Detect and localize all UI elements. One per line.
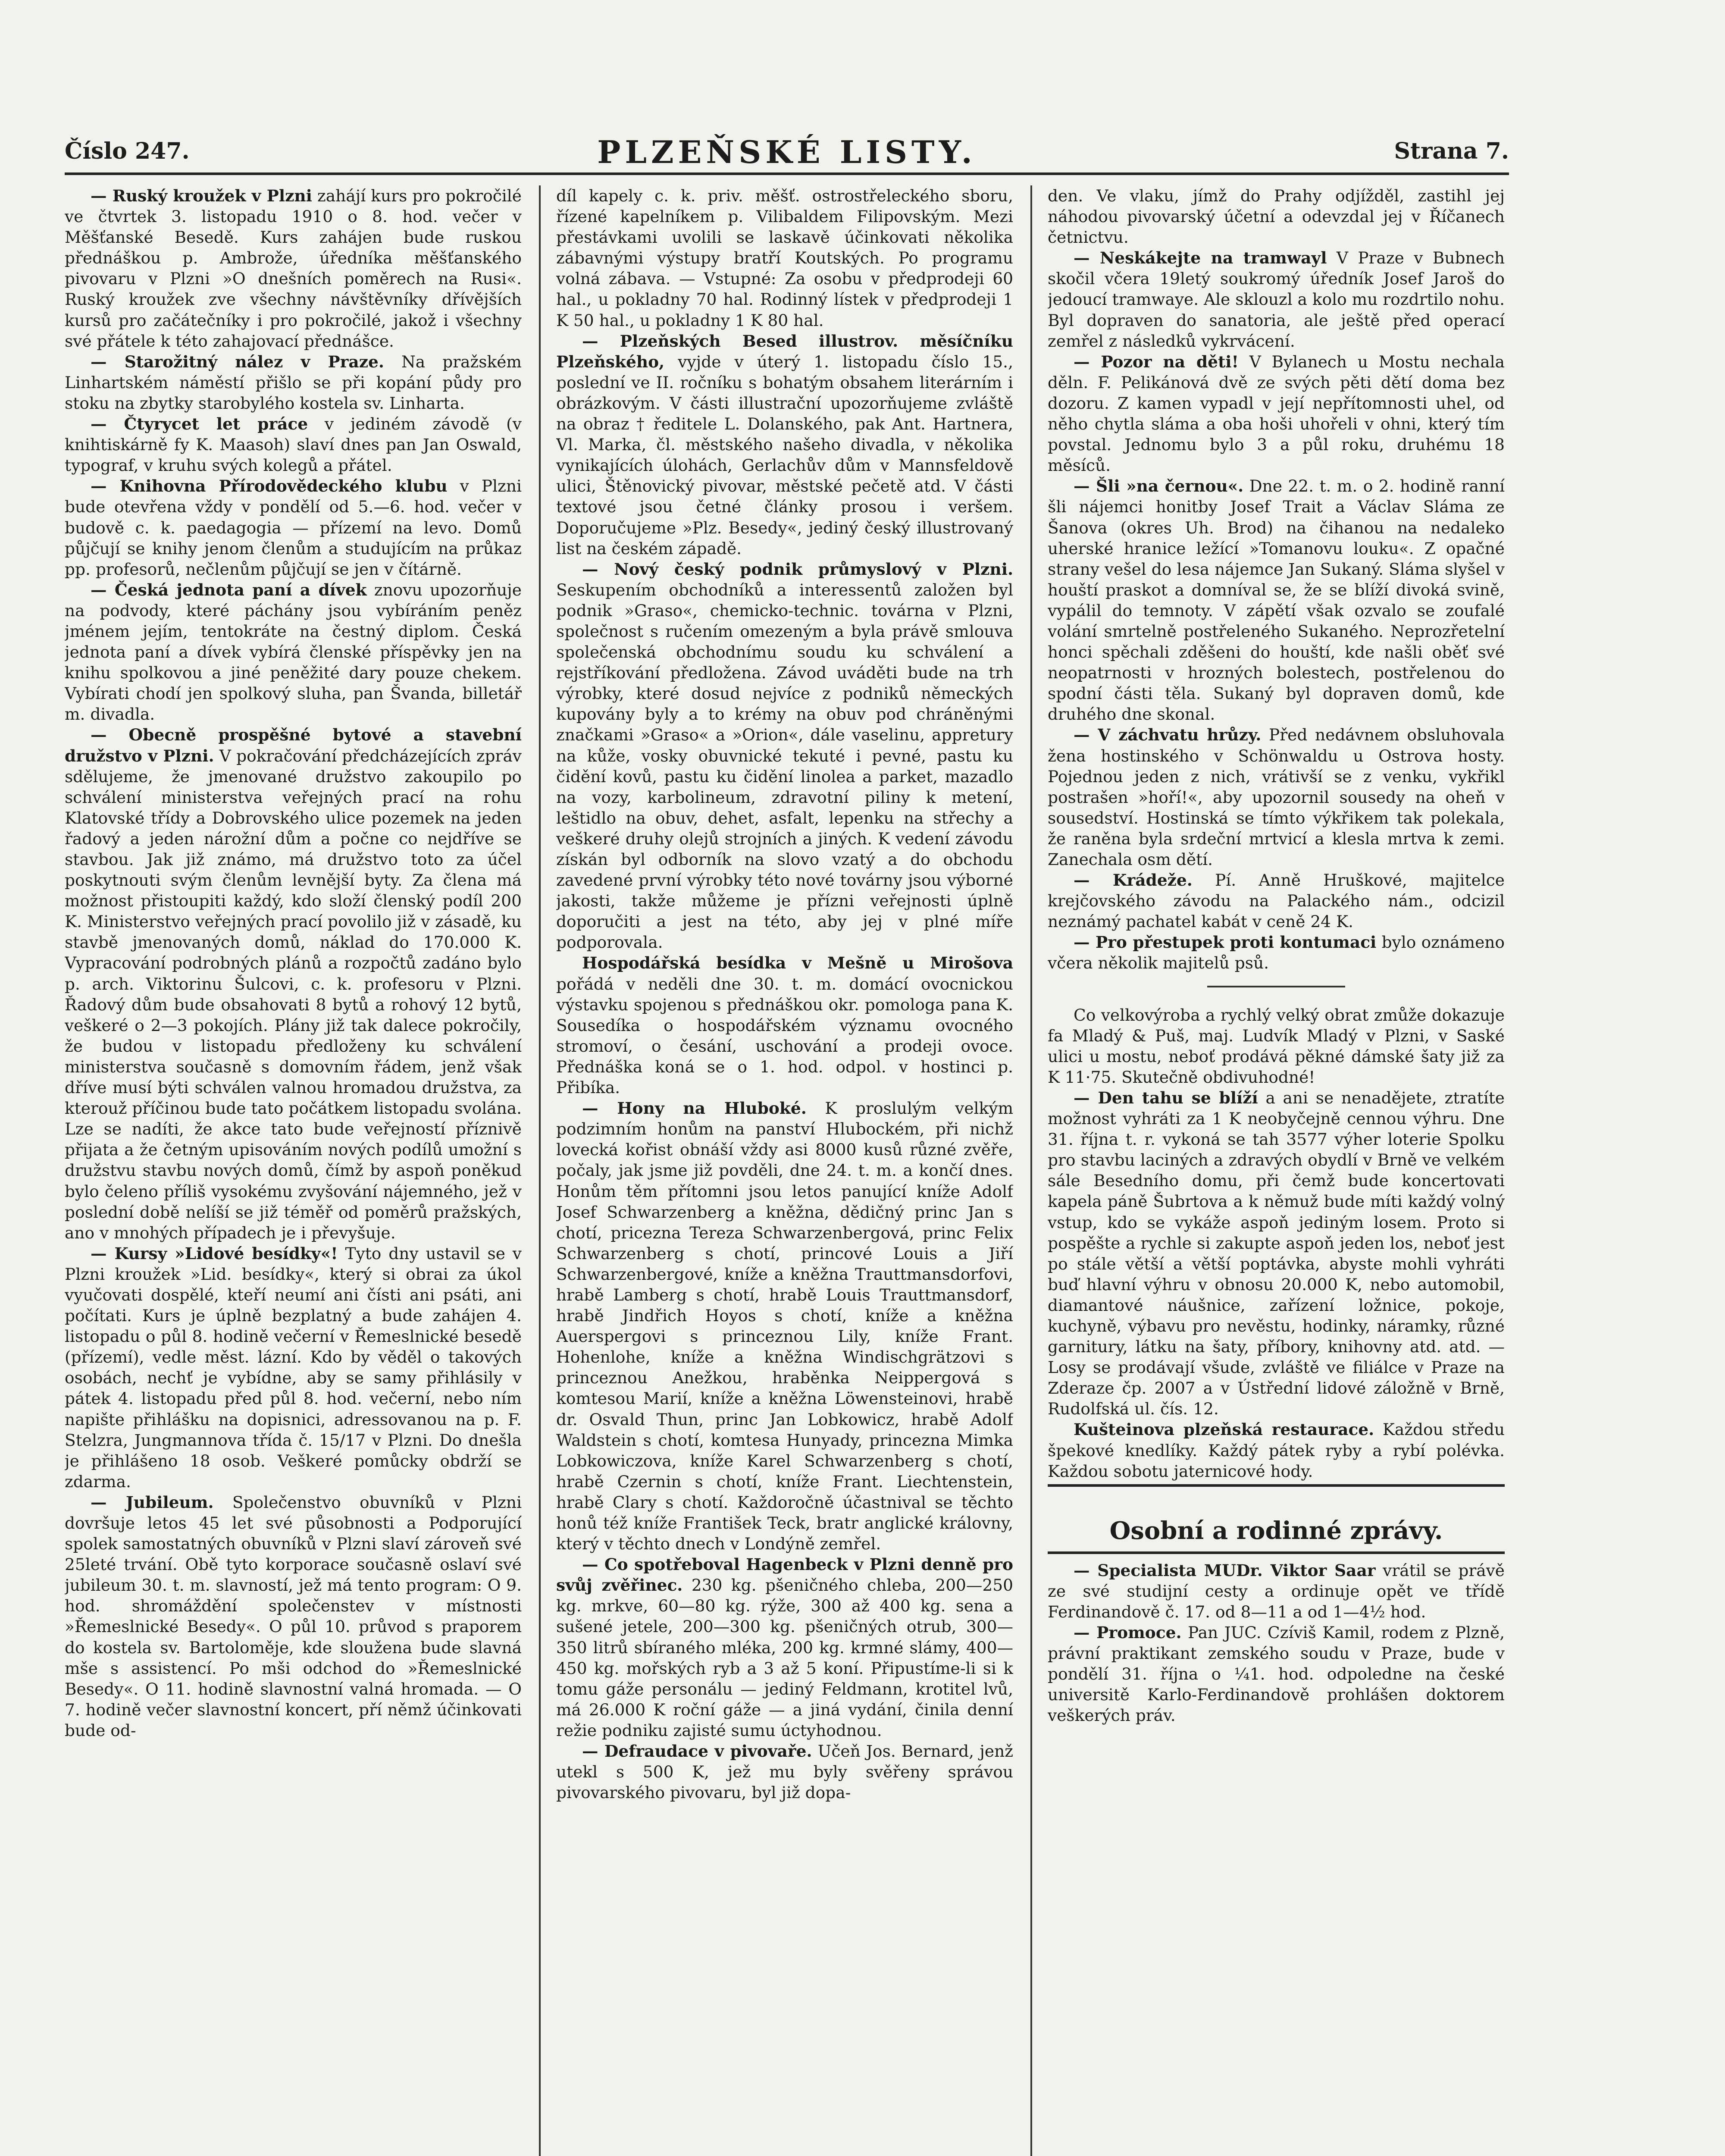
article-headline: — Nový český podnik průmyslový v Plzni. — [582, 559, 1013, 579]
article-text: vrátil se právě ze své studijní cesty a ordinuje opět ve třídě Ferdinandově č. 17. od 8—11 a od 1—4½ hod. — [1048, 1561, 1505, 1621]
article-headline: — Česká jednota paní a dívek — [91, 580, 367, 599]
article-text: Pan JUC. Czíviš Kamil, rodem z Plzně, právní praktikant zemského soudu v Praze, bude v pondělí 31. října o ¼1. hod. odpoledne na české universitě Karlo-Ferdinandově prohlášen doktorem veškerých práv. — [1048, 1623, 1505, 1725]
article-text: Před nedávnem obsluhovala žena hostinského v Schönwaldu u Ostrova hosty. Pojednou jeden z nich, vrátivší se z venku, vykřikl postrašen »hoří!«, aby upozornil sousedy na oheň v sousedství. Hostinská se tímto výkřikem tak polekala, že raněna byla srdeční mrtvicí a klesla mrtva k zemi. Zanechala osm dětí. — [1048, 725, 1505, 869]
article-text: V pokračování předcházejících zpráv sdělujeme, že jmenované družstvo zakoupilo po schválení ministerstva veřejných prací na rohu Klatovské třídy a Dobrovského ulice pozemek na jeden řadový a jeden nárožní dům a počne co nejdříve se stavbou. Jak již známo, má družstvo toto za účel poskytnouti svým členům levnější byty. Za člena má možnost přistoupiti každý, kdo složí členský podíl 200 K. Ministerstvo veřejných prací povolilo již v zásadě, ku stavbě jmenovaných domů, náklad do 170.000 K. Vypracování podrobných plánů a rozpočtů zadáno bylo p. arch. Viktorinu Šulcovi, c. k. profesoru v Plzni. Řadový dům bude obsahovati 8 bytů a rohový 12 bytů, veškeré o 2—3 pokojích. Plány již tak dalece pokročily, že budou v listopadu předloženy ku schválení ministerstva současně s domovním řádem, jenž však dříve musí býti schválen valnou hromadou družstva, za kterouž příčinou bude tato počátkem listopadu svolána. Lze se nadíti, že akce tato bude veřejností příznivě přijata a že četným upisováním nových podílů umožní s družstvu stavbu nových domů, čímž by aspoň poněkud bylo čeleno příliš vysokému zvyšování nájemného, jež v poslední době nelíší se již téměř od poměrů pražských, ano v mnohých případech je i převyšuje. — [65, 746, 522, 1242]
article-text: pořádá v neděli dne 30. t. m. domácí ovocnickou výstavku spojenou s přednáškou okr. pomologa pana K. Sousedíka o hospodářském významu ovocného stromoví, o česání, uschování a prodeji ovoce. Přednáška koná se o 1. hod. odpol. v hostinci p. Přibíka. — [556, 974, 1013, 1097]
article-text: V Bylanech u Mostu nechala děln. F. Pelikánová dvě ze svých pěti dětí doma bez dozoru. Z kamen vypadl v její nepřítomnosti uhel, od něho chytla sláma a oba hoši uhořeli v ohni, který tím povstal. Jednomu bylo 3 a půl roku, druhému 18 měsíců. — [1048, 352, 1505, 475]
article-paragraph — [1048, 351, 1505, 476]
article-paragraph — [65, 414, 522, 476]
article-paragraph — [65, 580, 522, 725]
article-text: Společenstvo obuvníků v Plzni dovršuje letos 45 let své působnosti a Podporující spolek samostatných obuvníků v Plzni slaví zároveň své 25leté trvání. Obě tyto korporace současně oslaví své jubileum 30. t. m. slavností, jež má tento program: O 9. hod. shromáždění společenstev v místnosti »Řemeslnické Besedy«. O půl 10. průvod s praporem do kostela sv. Bartoloměje, kde sloužena bude slavná mše s assistencí. Po mši odchod do »Řemeslnické Besedy«. O 11. hodině slavnostní valná hromada. — O 7. hodině večer slavnostní koncert, pří němž účinkovati bude od- — [65, 1492, 522, 1740]
article-paragraph — [556, 953, 1013, 1098]
article-paragraph — [1048, 1622, 1505, 1726]
article-paragraph — [1048, 1005, 1505, 1087]
article-text: Pí. Anně Hruškové, majitelce krejčovského závodu na Palackého nám., odcizil neznámý pachatel kabát v ceně 24 K. — [1048, 871, 1505, 931]
article-text: díl kapely c. k. priv. měšť. ostrostřeleckého sboru, řízené kapelníkem p. Vilibaldem Filipovským. Mezi přestávkami uvolili se laskavě účinkovati několika zábavnými výstupy bratří Koutských. Po programu volná zábava. — Vstupné: Za osobu v předprodeji 60 hal., u pokladny 70 hal. Rodinný lístek v předprodeji 1 K 50 hal., u pokladny 1 K 80 hal. — [556, 186, 1013, 330]
article-headline: — Šli »na černou«. — [1074, 476, 1244, 496]
section-heading: Osobní a rodinné zprávy. — [1109, 1516, 1443, 1545]
article-paragraph — [1048, 185, 1505, 248]
spacer — [1048, 987, 1505, 1005]
article-paragraph — [1048, 1419, 1505, 1481]
article-paragraph — [556, 185, 1013, 331]
article-headline: — Ruský kroužek v Plzni — [91, 186, 312, 205]
article-paragraph — [556, 1098, 1013, 1554]
issue-number: Číslo 247. — [65, 138, 190, 164]
article-paragraph — [556, 1741, 1013, 1803]
article-text: znovu upozorňuje na podvody, které páchány jsou vybíráním peněz jménem jejím, tentokráte na čestný diplom. Česká jednota paní a dívek vybírá členské příspěvky jen na knihu spolkovou a jiné peněžité dary pouze chekem. Vybírati chodí jen spolkový sluha, pan Švanda, billetář m. divadla. — [65, 580, 522, 724]
section-rule — [1048, 1484, 1505, 1487]
article-paragraph — [65, 351, 522, 414]
article-paragraph — [65, 724, 522, 1243]
column-2 — [556, 185, 1013, 2156]
article-paragraph — [1048, 932, 1505, 973]
article-columns — [65, 185, 1509, 2156]
article-headline: — Den tahu se blíží — [1074, 1088, 1258, 1107]
article-headline: Kušteinova plzeňská restaurace. — [1074, 1420, 1374, 1439]
article-text: den. Ve vlaku, jímž do Prahy odjížděl, zastihl jej náhodou pivovarský účetní a odevzdal jej v Říčanech četnictvu. — [1048, 186, 1505, 247]
article-paragraph — [65, 476, 522, 579]
article-headline: — Krádeže. — [1074, 871, 1193, 890]
article-headline: — Knihovna Přírodovědeckého klubu — [91, 476, 448, 496]
article-text: Co velkovýroba a rychlý velký obrat zmůže dokazuje fa Mladý & Puš, maj. Ludvík Mladý v Plzni, v Saské ulici u mostu, neboť prodává pěkné dámské šaty již za K 11·75. Skutečně obdivuhodné! — [1048, 1005, 1505, 1087]
article-text: vyjde v úterý 1. listopadu číslo 15., poslední ve II. ročníku s bohatým obsahem literárním i obrázkovým. V části illustrační upozorňujeme zvláště na obraz † ředitele L. Dolanského, pak Ant. Hartnera, Vl. Marka, čl. městského našeho divadla, v několika vynikajících úlohách, Gerlachův dům v Mannsfeldově ulici, Štěnovický pivovar, městské pečetě atd. V části textové jsou četné články prosou i veršem. Doporučujeme »Plz. Besedy«, jediný český illustrovaný list na českém západě. — [556, 352, 1013, 558]
section-rule — [1048, 1551, 1505, 1554]
article-headline: — Starožitný nález v Praze. — [91, 352, 384, 371]
page-number: Strana 7. — [1394, 138, 1509, 164]
article-paragraph — [65, 1492, 522, 1741]
article-headline: — Co spotřeboval Hagenbeck v Plzni denně pro svůj zvěřinec. — [556, 1555, 1013, 1595]
article-headline: — Defraudace v pivovaře. — [582, 1742, 812, 1761]
column-1 — [65, 185, 522, 2156]
article-headline: — Neskákejte na tramwayl — [1074, 248, 1327, 268]
article-headline: — Kursy »Lidové besídky«! — [91, 1244, 338, 1263]
article-headline: — Obecně prospěšné bytové a stavební družstvo v Plzni. — [65, 725, 522, 765]
article-headline: — Pozor na děti! — [1074, 352, 1239, 371]
article-headline: — Jubileum. — [91, 1492, 214, 1512]
article-headline: — Hony na Hluboké. — [582, 1099, 807, 1118]
article-text: Na pražském Linhartském náměstí přišlo se při kopání půdy pro stoku na zbytky starobylého kostela sv. Linharta. — [65, 352, 522, 413]
article-paragraph — [1048, 248, 1505, 351]
article-headline: — Čtyrycet let práce — [91, 414, 308, 434]
article-paragraph — [556, 1554, 1013, 1741]
article-paragraph — [556, 559, 1013, 953]
article-headline: — Promoce. — [1074, 1623, 1182, 1642]
article-text: v Plzni bude otevřena vždy v pondělí od 5.—6. hod. večer v budově c. k. paedagogia — přízemí na levo. Domů půjčují se knihy jenom členům a studujícím na průkaz pp. profesorů, nečlenům půjčují se jen v čítárně. — [65, 476, 522, 579]
article-paragraph — [65, 1243, 522, 1492]
article-paragraph — [556, 331, 1013, 559]
article-paragraph — [1048, 870, 1505, 932]
article-paragraph — [1048, 724, 1505, 870]
article-text: K proslulým velkým podzimním honům na panství Hlubockém, při nichž lovecká kořist obnáší vždy asi 8000 kusů různé zvěře, počaly, jak jsme již povděli, dne 24. t. m. a končí dnes. Honům těm přítomni jsou letos panující kníže Adolf Josef Schwarzenberg a kněžna, dědičný princ Jan s chotí, pricezna Tereza Schwarzenbergová, princ Felix Schwarzenberg s chotí, princové Louis a Jiří Schwarzenbergové, kníže a kněžna Trauttmansdorfovi, hrabě Lamberg s chotí, hrabě Louis Trauttmansdorf, hrabě Jindřich Hoyos s chotí, kníže a kněžna Auerspergovi s princeznou Lily, kníže Frant. Hohenlohe, kníže a kněžna Windischgrätzovi s princeznou Anežkou, hraběnka Neippergová s komtesou Marií, kníže a kněžna Löwensteinovi, hrabě dr. Osvald Thun, princ Jan Lobkowicz, hrabě Adolf Waldstein s chotí, komtesa Hunyady, princezna Mimka Lobkowiczova, kníže Karel Schwarzenberg s chotí, hrabě Czernin s chotí, kníže Frant. Liechtenstein, hrabě Clary s chotí. Každoročně účastnival se těchto honů též kníže František Teck, bratr anglické královny, který v těchto dnech v Londýně zemřel. — [556, 1099, 1013, 1554]
article-text: Každou středu špekové knedlíky. Každý pátek ryby a rybí polévka. Každou sobotu jaternicové hody. — [1048, 1420, 1505, 1481]
article-headline: — Pro přestupek proti kontumaci — [1074, 933, 1377, 952]
article-text: Seskupením obchodníků a interessentů založen byl podnik »Graso«, chemicko-technic. továrna v Plzni, společnost s ručením omezeným a byla právě smlouva společenská obchodnímu soudu ku schválení a rejstříkování předložena. Závod uváděti bude na trh výrobky, které dosud nejvíce z podniků německých kupovány byly a to krémy na obuv pod chráněnými značkami »Graso« a »Orion«, dále vaselinu, appretury na kůže, vosky obuvnické tekuté i pevné, pastu ku čidění kovů, pastu ku čidění linolea a parket, mazadlo na vozy, karbolineum, zdravotní piliny k metení, leštidlo na obuv, dehet, asfalt, lepenku na střechy a veškeré druhy olejů strojních a jiných. K vedení závodu získán byl odborník na slovo vzatý a do obchodu zavedené první výrobky této nové továrny jsou výborné jakosti, takže můžeme je přízni veřejnosti úplně doporučiti a jest na této, aby jej v plné míře podporovala. — [556, 580, 1013, 952]
masthead — [65, 129, 1509, 175]
article-text: 230 kg. pšeničného chleba, 200—250 kg. mrkve, 60—80 kg. rýže, 300 až 400 kg. sena a sušené jetele, 200—300 kg. pšeničných otrub, 300—350 litrů sbíraného mléka, 200 kg. krmné slámy, 400—450 kg. mořských ryb a 3 až 5 koní. Připustíme-li si k tomu gáže personálu — jediný Feldmann, krotitel lvů, má 26.000 K roční gáže — a jiná vydání, činila denní režie podniku zajisté sumu úctyhodnou. — [556, 1576, 1013, 1740]
newspaper-page — [65, 129, 1509, 2156]
article-paragraph — [1048, 1560, 1505, 1622]
article-paragraph — [65, 185, 522, 351]
article-headline: — Plzeňských Besed illustrov. měsíčníku Plzeňského, — [556, 331, 1013, 371]
article-paragraph — [1048, 476, 1505, 724]
article-headline: — V záchvatu hrůzy. — [1074, 725, 1262, 745]
column-3 — [1048, 185, 1505, 2156]
column-divider — [539, 185, 541, 2156]
article-text: zahájí kurs pro pokročilé ve čtvrtek 3. listopadu 1910 o 8. hod. večer v Měšťanské Besedě. Kurs zahájen bude ruskou přednáškou p. Ambrože, úředníka měšťanského pivovaru v Plzni »O dnešních poměrech na Rusi«. Ruský kroužek zve všechny návštěvníky dřívějších kursů pro začátečníky i pro pokročilé, jakož i všechny své přátele k této zahajovací přednášce. — [65, 186, 522, 351]
article-text: V Praze v Bubnech skočil včera 19letý soukromý úředník Josef Jaroš do jedoucí tramwaye. Ale sklouzl a kolo mu rozdrtilo nohu. Byl dopraven do sanatoria, ale ještě před operací zemřel z následků vykrvácení. — [1048, 248, 1505, 351]
article-text: v jediném závodě (v knihtiskárně fy K. Maasoh) slaví dnes pan Jan Oswald, typograf, v kruhu svých kolegů a přátel. — [65, 414, 522, 475]
article-text: Učeň Jos. Bernard, jenž utekl s 500 K, jež mu byly svěřeny správou pivovarského pivovaru, byl již dopa- — [556, 1742, 1013, 1802]
article-headline: — Specialista MUDr. Viktor Saar — [1074, 1561, 1376, 1580]
article-text: a ani se nenadějete, ztratíte možnost vyhráti za 1 K neobyčejně cennou výhru. Dne 31. října t. r. vykoná se tah 3577 výher loterie Spolku pro stavbu laciných a zdravých obydlí v Brně ve velkém sále Besedního domu, při čemž bude koncertovati kapela páně Šubrtova a k němuž bude míti každý volný vstup, kdo se vykáže aspoň jediným losem. Proto si pospěšte a rychle si zakupte aspoň jeden los, neboť jest po stále větší a větší poptávka, abyste mohli vyhráti buď hlavní výhru v obnosu 20.000 K, nebo automobil, diamantové náušnice, zařízení ložnice, pokoje, kuchyně, výbavu pro nevěstu, hodinky, náramky, různé garnitury, látku na šaty, příbory, knihovny atd. atd. — Losy se prodávají všude, zvláště ve filiálce v Praze na Zderaze čp. 2007 a v Ústřední lidové záložně v Brně, Rudolfská ul. čís. 12. — [1048, 1088, 1505, 1419]
article-text: Tyto dny ustavil se v Plzni kroužek »Lid. besídky«, který si obrai za úkol vyučovati dospělé, kteří neumí ani čísti ani psáti, ani počítati. Kurs je úplně bezplatný a bude zahájen 4. listopadu o půl 8. hodině večerní v Řemeslnické besedě (přízemí), vedle měst. lázní. Kdo by věděl o takových osobách, nechť je vybídne, aby se samy přihlásily v pátek 4. listopadu před půl 8. hod. večerní, nebo ním napište přihlášku na dopisnici, adressovanou na p. F. Stelzra, Jungmannova třída č. 15/17 v Plzni. Do dnešla je přihlášeno 18 osob. Veškeré pomůcky obdrží se zdarma. — [65, 1244, 522, 1491]
article-paragraph — [1048, 1087, 1505, 1420]
article-text: bylo oznámeno včera několik majitelů psů. — [1048, 933, 1505, 973]
column-divider — [1030, 185, 1032, 2156]
article-headline: Hospodářská besídka v Mešně u Mirošova — [582, 953, 1013, 973]
article-text: Dne 22. t. m. o 2. hodině ranní šli nájemci honitby Josef Trait a Václav Sláma ze Šanova (okres Uh. Brod) na čihanou na nedaleko uherské hranice ležící »Tomanovu louku«. Z opačné strany vešel do lesa nájemce Jan Sukaný. Sláma slyšel v houští praskot a domníval se, že se blíží divoká svině, vypálil do temnoty. V zápětí však ozvalo se zoufalé volání smrtelně postřeleného Sukaného. Neprozřetelní honci spěchali zděšeni do houští, kde našli oběť své neopatrnosti v hrozných bolestech, postřelenou do spodní části těla. Sukaný byl dopraven domů, kde druhého dne skonal. — [1048, 476, 1505, 724]
newspaper-title: PLZEŇSKÉ LISTY. — [597, 134, 977, 170]
